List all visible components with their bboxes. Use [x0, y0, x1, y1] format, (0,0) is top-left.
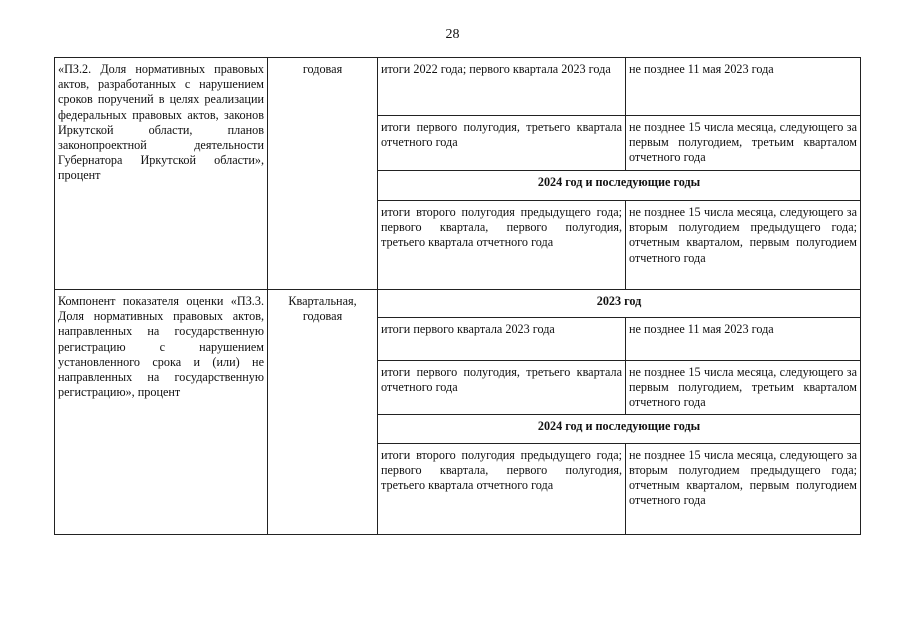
- indicator-table: [54, 57, 861, 535]
- table-row: [55, 290, 861, 318]
- periodicity-cell: годовая: [268, 58, 378, 290]
- deadline-cell: не позднее 11 мая 2023 года: [626, 318, 861, 361]
- section-title: 2024 год и последующие годы: [378, 171, 861, 201]
- periodicity-cell: Квартальная, годовая: [268, 290, 378, 535]
- period-cell: итоги 2022 года; первого квартала 2023 года: [378, 58, 626, 116]
- deadline-cell: не позднее 15 числа месяца, следующего за вторым полугодием предыдущего года; отчетным кварталом, первым полугодием отчетного года: [626, 443, 861, 534]
- section-title: 2024 год и последующие годы: [378, 414, 861, 443]
- deadline-cell: не позднее 15 числа месяца, следующего за первым полугодием, третьим кварталом отчетного года: [626, 116, 861, 171]
- period-cell: итоги второго полугодия предыдущего года; первого квартала, первого полугодия, третьего квартала отчетного года: [378, 443, 626, 534]
- deadline-cell: не позднее 11 мая 2023 года: [626, 58, 861, 116]
- indicator-name-cell: «ПЗ.2. Доля нормативных правовых актов, разработанных с нарушением сроков поручений в целях реализации федеральных правовых актов, законов Иркутской области, планов законопроектной деятельности Губернатора Иркутской области», процент: [55, 58, 268, 290]
- period-cell: итоги первого полугодия, третьего квартала отчетного года: [378, 361, 626, 415]
- year-title: 2023 год: [378, 290, 861, 318]
- table-row: [55, 58, 861, 116]
- period-cell: итоги первого квартала 2023 года: [378, 318, 626, 361]
- indicator-name-cell: Компонент показателя оценки «ПЗ.3. Доля нормативных правовых актов, направленных на государственную регистрацию с нарушением установленного срока и (или) не направленных на государственную регистрацию», процент: [55, 290, 268, 535]
- period-cell: итоги первого полугодия, третьего квартала отчетного года: [378, 116, 626, 171]
- deadline-cell: не позднее 15 числа месяца, следующего за первым полугодием, третьим кварталом отчетного года: [626, 361, 861, 415]
- deadline-cell: не позднее 15 числа месяца, следующего за вторым полугодием предыдущего года; отчетным кварталом, первым полугодием отчетного года: [626, 201, 861, 290]
- page-number: 28: [445, 27, 460, 42]
- period-cell: итоги второго полугодия предыдущего года; первого квартала, первого полугодия, третьего квартала отчетного года: [378, 201, 626, 290]
